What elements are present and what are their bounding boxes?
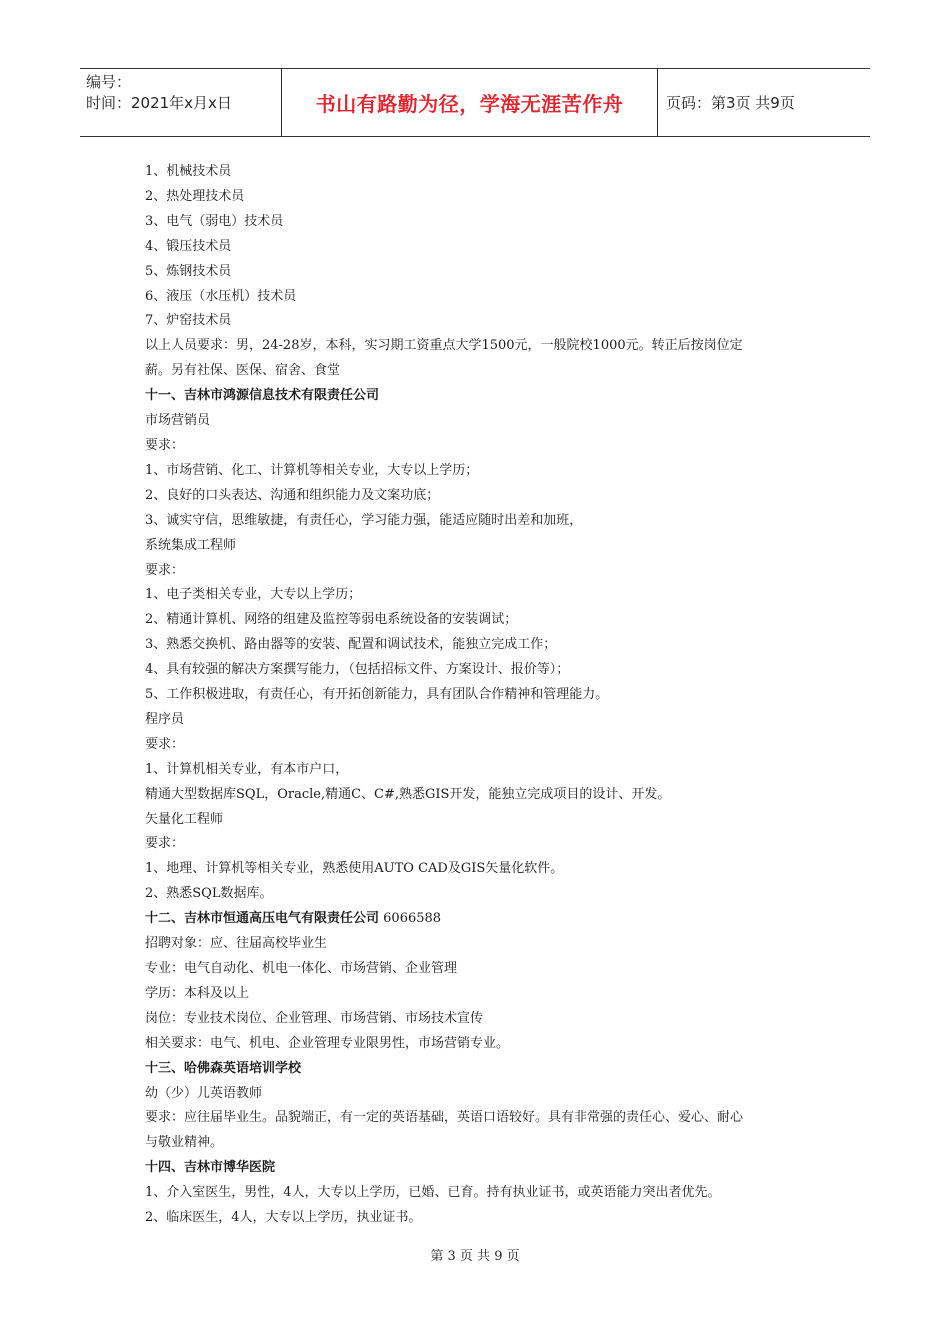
- document-body: [145, 160, 815, 1231]
- section-heading-text: 十二、吉林市恒通高压电气有限责任公司: [145, 911, 380, 927]
- body-text-line: [145, 185, 815, 210]
- section-heading: [145, 1156, 815, 1181]
- body-text-line: [145, 1007, 815, 1032]
- body-text-line: [145, 608, 815, 633]
- body-text-line: [145, 409, 815, 434]
- body-text: 4、具有较强的解决方案撰写能力，（包括招标文件、方案设计、报价等）；: [145, 662, 570, 678]
- body-text-line: [145, 160, 815, 185]
- document-time-label: 时间：2021年x月x日: [86, 94, 232, 112]
- body-text: 相关要求：电气、机电、企业管理专业限男性，市场营销专业。: [145, 1035, 510, 1051]
- body-text: 3、电气（弱电）技术员: [145, 213, 284, 229]
- body-text-line: [145, 808, 815, 833]
- page-footer: 第 3 页 共 9 页: [430, 1249, 520, 1264]
- body-text-line: [145, 285, 815, 310]
- phone-number: 6066588: [379, 911, 442, 927]
- document-number-label: 编号：: [86, 73, 132, 91]
- body-text-line: [145, 932, 815, 957]
- body-text-line: [145, 559, 815, 584]
- body-text-line: [145, 210, 815, 235]
- body-text: 1、介入室医生，男性，4人，大专以上学历，已婚、已育。持有执业证书，或英语能力突出者优先。: [145, 1185, 721, 1201]
- body-text: 薪。另有社保、医保、宿舍、食堂: [145, 363, 341, 379]
- body-text-line: [145, 1131, 815, 1156]
- body-text: 学历：本科及以上: [145, 985, 250, 1001]
- section-heading: [145, 907, 815, 932]
- body-text-line: [145, 857, 815, 882]
- body-text: 程序员: [145, 711, 185, 727]
- body-text: 1、市场营销、化工、计算机等相关专业，大专以上学历；: [145, 462, 479, 478]
- body-text: 1、计算机相关专业，有本市户口，: [145, 761, 349, 777]
- body-text-line: [145, 1106, 815, 1131]
- body-text: 幼（少）儿英语教师: [145, 1085, 263, 1101]
- body-text: 与敬业精神。: [145, 1135, 224, 1151]
- section-heading-text: 十四、吉林市博华医院: [145, 1160, 276, 1176]
- body-text: 2、热处理技术员: [145, 188, 245, 204]
- body-text-line: [145, 334, 815, 359]
- body-text-line: [145, 1082, 815, 1107]
- page-header: [80, 68, 870, 137]
- body-text: 3、诚实守信，思维敏捷，有责任心，学习能力强，能适应随时出差和加班，: [145, 512, 583, 528]
- body-text: 市场营销员: [145, 413, 211, 429]
- header-motto: 书山有路勤为径，学海无涯苦作舟: [282, 69, 658, 136]
- body-text: 4、锻压技术员: [145, 238, 232, 254]
- body-text: 要求：应往届毕业生。品貌端正，有一定的英语基础，英语口语较好。具有非常强的责任心、爱心、耐心: [145, 1110, 744, 1126]
- body-text: 3、熟悉交换机、路由器等的安装、配置和调试技术，能独立完成工作；: [145, 637, 557, 653]
- body-text: 矢量化工程师: [145, 811, 224, 827]
- body-text: 以上人员要求：男，24-28岁，本科，实习期工资重点大学1500元，一般院校1000元。转正后按岗位定: [145, 338, 743, 354]
- body-text-line: [145, 260, 815, 285]
- body-text-line: [145, 359, 815, 384]
- body-text-line: [145, 783, 815, 808]
- body-text-line: [145, 1181, 815, 1206]
- section-heading-text: 十三、哈佛森英语培训学校: [145, 1060, 302, 1076]
- body-text: 2、良好的口头表达、沟通和组织能力及文案功底；: [145, 487, 440, 503]
- section-heading-text: 十一、吉林市鸿源信息技术有限责任公司: [145, 388, 380, 404]
- body-text-line: [145, 509, 815, 534]
- body-text-line: [145, 658, 815, 683]
- body-text: 岗位：专业技术岗位、企业管理、市场营销、市场技术宣传: [145, 1010, 484, 1026]
- body-text: 要求：: [145, 736, 185, 752]
- body-text-line: [145, 434, 815, 459]
- body-text-line: [145, 484, 815, 509]
- body-text-line: [145, 1032, 815, 1057]
- body-text-line: [145, 459, 815, 484]
- body-text: 7、炉窑技术员: [145, 313, 232, 329]
- body-text: 要求：: [145, 437, 185, 453]
- body-text-line: [145, 708, 815, 733]
- body-text-line: [145, 683, 815, 708]
- body-text: 1、电子类相关专业，大专以上学历；: [145, 587, 362, 603]
- body-text: 专业：电气自动化、机电一体化、市场营销、企业管理: [145, 961, 458, 976]
- body-text: 要求：: [145, 836, 185, 852]
- body-text-line: [145, 758, 815, 783]
- body-text: 5、工作积极进取，有责任心，有开拓创新能力，具有团队合作精神和管理能力。: [145, 687, 609, 703]
- body-text-line: [145, 583, 815, 608]
- body-text: 招聘对象：应、往届高校毕业生: [145, 936, 328, 952]
- body-text-line: [145, 534, 815, 559]
- body-text: 系统集成工程师: [145, 537, 237, 553]
- body-text: 2、精通计算机、网络的组建及监控等弱电系统设备的安装调试；: [145, 612, 518, 628]
- body-text-line: [145, 882, 815, 907]
- section-heading: [145, 384, 815, 409]
- body-text-line: [145, 957, 815, 982]
- body-text-line: [145, 633, 815, 658]
- body-text-line: [145, 1206, 815, 1231]
- body-text: 精通大型数据库SQL，Oracle,精通C、C#,熟悉GIS开发，能独立完成项目的设计、开发。: [145, 786, 671, 802]
- section-heading: [145, 1057, 815, 1082]
- body-text: 2、临床医生，4人，大专以上学历，执业证书。: [145, 1210, 422, 1226]
- body-text: 要求：: [145, 562, 185, 578]
- body-text-line: [145, 733, 815, 758]
- body-text: 1、地理、计算机等相关专业，熟悉使用AUTO CAD及GIS矢量化软件。: [145, 861, 564, 877]
- header-page-number: 页码：第3页 共9页: [666, 94, 795, 112]
- body-text: 5、炼钢技术员: [145, 263, 232, 279]
- body-text: 2、熟悉SQL数据库。: [145, 886, 273, 902]
- body-text-line: [145, 832, 815, 857]
- header-meta: [80, 69, 282, 136]
- body-text-line: [145, 982, 815, 1007]
- body-text: 6、液压（水压机）技术员: [145, 288, 297, 304]
- body-text: 1、机械技术员: [145, 164, 232, 179]
- body-text-line: [145, 235, 815, 260]
- body-text-line: [145, 309, 815, 334]
